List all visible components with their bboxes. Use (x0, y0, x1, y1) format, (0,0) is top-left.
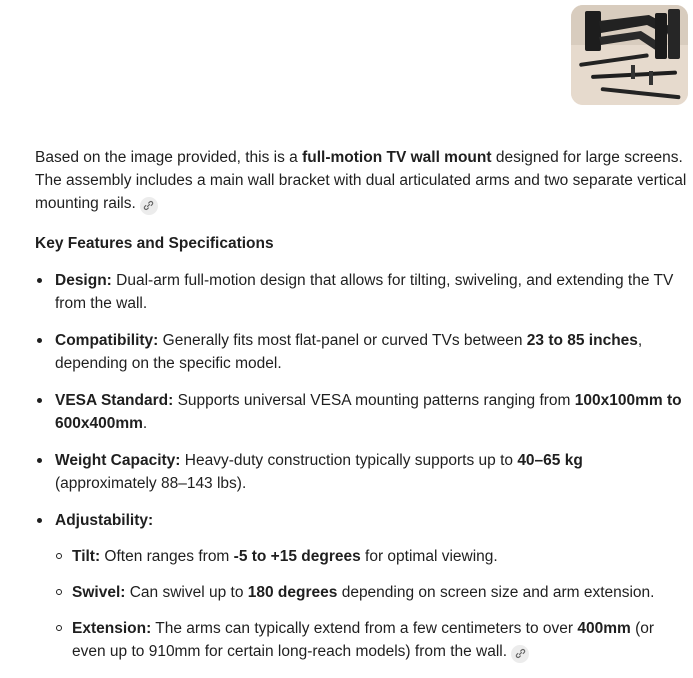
link-icon (515, 648, 526, 659)
item-text: Often ranges from (100, 548, 234, 565)
list-item-vesa (35, 389, 687, 435)
sublist-item-tilt (55, 545, 687, 568)
item-label: Weight Capacity: (55, 452, 181, 469)
intro-text-end: designed for large screens. The assembly includes a main wall bracket with dual articulated arms and two separate vertical mounting rails. (35, 149, 687, 212)
list-item-design (35, 269, 687, 315)
item-text: Dual-arm full-motion design that allows for tilting, swiveling, and extending the TV from the wall. (55, 272, 674, 312)
list-item-compatibility (35, 329, 687, 375)
item-label: Swivel: (72, 584, 126, 601)
item-text: Supports universal VESA mounting patterns ranging from (173, 392, 575, 409)
item-label: Design: (55, 272, 112, 289)
response-content (35, 146, 687, 677)
item-text-end: . (142, 415, 148, 432)
item-text-end: , depending on the specific model. (55, 332, 643, 372)
tv-wall-mount-photo-icon (571, 5, 688, 105)
item-highlight: 100x100mm to 600x400mm (55, 392, 682, 432)
section-heading: Key Features and Specifications (35, 235, 274, 252)
list-item-weight (35, 449, 687, 495)
item-text-end: depending on screen size and arm extension. (337, 584, 655, 601)
adjustability-sublist (55, 545, 687, 663)
item-text-end: (approximately 88–143 lbs). (55, 475, 247, 492)
intro-highlight: full-motion TV wall mount (302, 149, 492, 166)
item-label: VESA Standard: (55, 392, 174, 409)
item-text: The arms can typically extend from a few centimeters to over (151, 620, 578, 637)
link-icon (143, 200, 154, 211)
item-text: Heavy-duty construction typically supports up to (180, 452, 518, 469)
item-highlight: 400mm (577, 620, 631, 637)
item-text-end: (or even up to 910mm for certain long-reach models) from the wall. (72, 620, 655, 660)
item-highlight: 180 degrees (247, 584, 338, 601)
feature-list (35, 269, 687, 663)
intro-paragraph (35, 146, 687, 215)
intro-text: Based on the image provided, this is a (35, 149, 303, 166)
item-label: Tilt: (72, 548, 101, 565)
item-label: Extension: (72, 620, 152, 637)
sublist-item-extension (55, 617, 687, 663)
item-text: Can swivel up to (125, 584, 248, 601)
item-highlight: 40–65 kg (517, 452, 583, 469)
item-text: Generally fits most flat-panel or curved TVs between (158, 332, 527, 349)
item-label: Compatibility: (55, 332, 159, 349)
item-highlight: -5 to +15 degrees (233, 548, 361, 565)
tv-mount-thumbnail[interactable] (571, 5, 688, 105)
list-item-adjustability (35, 509, 687, 663)
item-label: Adjustability: (55, 512, 154, 529)
source-link-button[interactable] (140, 197, 158, 215)
item-text-end: for optimal viewing. (360, 548, 498, 565)
source-link-button[interactable] (511, 645, 529, 663)
sublist-item-swivel (55, 581, 687, 604)
item-highlight: 23 to 85 inches (526, 332, 638, 349)
